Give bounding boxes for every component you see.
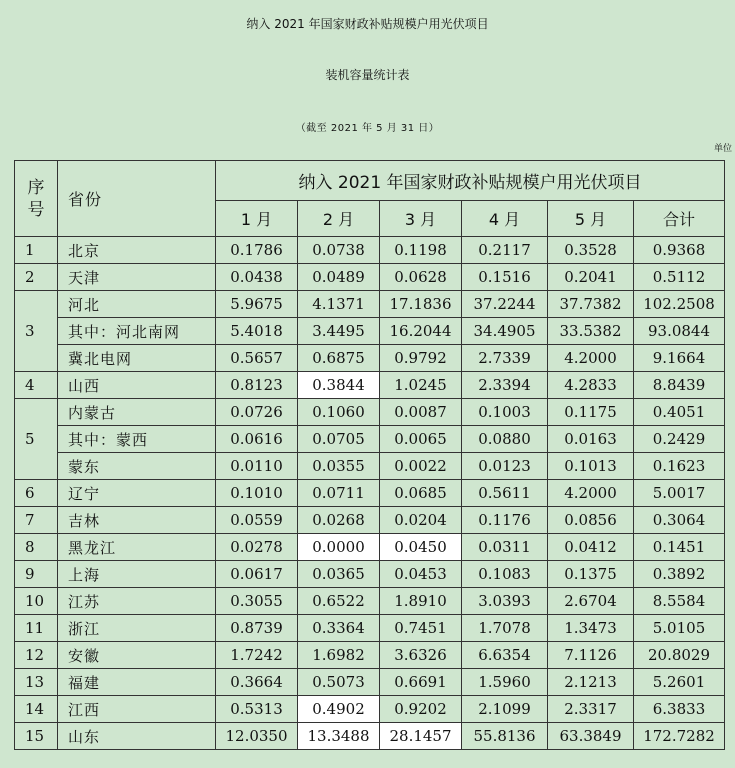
table-row [15,426,725,453]
month-value-cell: 0.0438 [216,264,298,291]
table-row [15,507,725,534]
table-row [15,237,725,264]
row-index: 3 [15,291,58,372]
month-value-cell: 2.1213 [548,669,634,696]
province-name: 江苏 [58,588,216,615]
header-province: 省份 [58,161,216,237]
month-value-cell: 33.5382 [548,318,634,345]
table-row [15,642,725,669]
province-name: 江西 [58,696,216,723]
month-value-cell: 0.0880 [462,426,548,453]
month-value-cell: 0.9792 [380,345,462,372]
province-name: 上海 [58,561,216,588]
total-cell: 20.8029 [634,642,725,669]
month-value-cell: 5.9675 [216,291,298,318]
month-value-cell: 0.1010 [216,480,298,507]
month-value-cell: 0.3844 [298,372,380,399]
month-value-cell: 0.0453 [380,561,462,588]
total-cell: 0.2429 [634,426,725,453]
month-value-cell: 0.0685 [380,480,462,507]
month-value-cell: 1.8910 [380,588,462,615]
total-cell: 8.8439 [634,372,725,399]
total-cell: 172.7282 [634,723,725,750]
header-group: 纳入 2021 年国家财政补贴规模户用光伏项目 [216,161,725,201]
row-index: 15 [15,723,58,750]
month-value-cell: 4.2000 [548,480,634,507]
table-row [15,480,725,507]
month-value-cell: 0.0856 [548,507,634,534]
header-total: 合计 [634,201,725,237]
month-value-cell: 2.6704 [548,588,634,615]
province-name: 浙江 [58,615,216,642]
header-index-text: 序号 [27,177,45,220]
table-row [15,399,725,426]
month-value-cell: 0.3364 [298,615,380,642]
month-value-cell: 0.0110 [216,453,298,480]
document-subtitle: 装机容量统计表 [325,68,410,82]
province-name: 辽宁 [58,480,216,507]
table-row [15,723,725,750]
month-value-cell: 0.0000 [298,534,380,561]
total-cell: 0.4051 [634,399,725,426]
month-value-cell: 0.1516 [462,264,548,291]
row-index: 5 [15,399,58,480]
month-value-cell: 0.0355 [298,453,380,480]
row-index: 7 [15,507,58,534]
total-cell: 0.3064 [634,507,725,534]
date-note: （截至 2021 年 5 月 31 日） [295,123,440,134]
province-name: 蒙东 [58,453,216,480]
month-value-cell: 2.7339 [462,345,548,372]
month-value-cell: 0.6691 [380,669,462,696]
total-cell: 8.5584 [634,588,725,615]
province-name: 黑龙江 [58,534,216,561]
table-row [15,291,725,318]
month-value-cell: 0.8739 [216,615,298,642]
month-value-cell: 37.2244 [462,291,548,318]
capacity-table [14,160,725,750]
total-cell: 5.0017 [634,480,725,507]
month-value-cell: 0.1060 [298,399,380,426]
month-value-cell: 0.0489 [298,264,380,291]
table-row [15,318,725,345]
total-cell: 0.3892 [634,561,725,588]
row-index: 6 [15,480,58,507]
total-cell: 93.0844 [634,318,725,345]
header-month-2: 2 月 [298,201,380,237]
month-value-cell: 2.3317 [548,696,634,723]
month-value-cell: 0.3055 [216,588,298,615]
month-value-cell: 0.4902 [298,696,380,723]
month-value-cell: 0.0268 [298,507,380,534]
month-value-cell: 13.3488 [298,723,380,750]
header-month-3: 3 月 [380,201,462,237]
month-value-cell: 0.3528 [548,237,634,264]
total-cell: 0.1623 [634,453,725,480]
month-value-cell: 1.5960 [462,669,548,696]
month-value-cell: 0.0559 [216,507,298,534]
row-index: 10 [15,588,58,615]
row-index: 4 [15,372,58,399]
table-row [15,453,725,480]
month-value-cell: 0.0450 [380,534,462,561]
month-value-cell: 0.1003 [462,399,548,426]
month-value-cell: 5.4018 [216,318,298,345]
province-name: 山西 [58,372,216,399]
month-value-cell: 0.5657 [216,345,298,372]
month-value-cell: 2.1099 [462,696,548,723]
province-name: 安徽 [58,642,216,669]
total-cell: 0.1451 [634,534,725,561]
month-value-cell: 0.1176 [462,507,548,534]
table-row [15,696,725,723]
month-value-cell: 0.2117 [462,237,548,264]
month-value-cell: 0.5313 [216,696,298,723]
month-value-cell: 37.7382 [548,291,634,318]
month-value-cell: 1.7242 [216,642,298,669]
month-value-cell: 0.1786 [216,237,298,264]
table-row [15,615,725,642]
month-value-cell: 0.0311 [462,534,548,561]
month-value-cell: 0.0204 [380,507,462,534]
province-name: 吉林 [58,507,216,534]
month-value-cell: 4.2000 [548,345,634,372]
month-value-cell: 0.1198 [380,237,462,264]
month-value-cell: 63.3849 [548,723,634,750]
table-row [15,669,725,696]
month-value-cell: 0.0628 [380,264,462,291]
month-value-cell: 0.0738 [298,237,380,264]
table-body [15,237,725,750]
province-name: 内蒙古 [58,399,216,426]
month-value-cell: 0.6875 [298,345,380,372]
month-value-cell: 0.0087 [380,399,462,426]
header-index [15,161,58,237]
month-value-cell: 0.8123 [216,372,298,399]
month-value-cell: 0.0705 [298,426,380,453]
month-value-cell: 1.6982 [298,642,380,669]
month-value-cell: 2.3394 [462,372,548,399]
total-cell: 9.1664 [634,345,725,372]
total-cell: 5.2601 [634,669,725,696]
month-value-cell: 0.0278 [216,534,298,561]
table-row [15,372,725,399]
month-value-cell: 0.0711 [298,480,380,507]
month-value-cell: 1.0245 [380,372,462,399]
month-value-cell: 0.6522 [298,588,380,615]
month-value-cell: 3.6326 [380,642,462,669]
table-row [15,534,725,561]
document-title: 纳入 2021 年国家财政补贴规模户用光伏项目 [246,17,489,31]
month-value-cell: 0.1013 [548,453,634,480]
table-row [15,264,725,291]
month-value-cell: 0.9202 [380,696,462,723]
month-value-cell: 17.1836 [380,291,462,318]
month-value-cell: 0.3664 [216,669,298,696]
month-value-cell: 0.0065 [380,426,462,453]
month-value-cell: 0.0616 [216,426,298,453]
month-value-cell: 0.1375 [548,561,634,588]
month-value-cell: 16.2044 [380,318,462,345]
row-index: 8 [15,534,58,561]
month-value-cell: 3.0393 [462,588,548,615]
month-value-cell: 1.3473 [548,615,634,642]
month-value-cell: 0.0412 [548,534,634,561]
month-value-cell: 0.5611 [462,480,548,507]
month-value-cell: 28.1457 [380,723,462,750]
month-value-cell: 0.5073 [298,669,380,696]
total-cell: 0.5112 [634,264,725,291]
row-index: 11 [15,615,58,642]
province-name: 河北 [58,291,216,318]
month-value-cell: 55.8136 [462,723,548,750]
month-value-cell: 0.7451 [380,615,462,642]
total-cell: 5.0105 [634,615,725,642]
table-row [15,561,725,588]
month-value-cell: 0.0726 [216,399,298,426]
month-value-cell: 0.1083 [462,561,548,588]
row-index: 1 [15,237,58,264]
month-value-cell: 1.7078 [462,615,548,642]
province-name: 其中：蒙西 [58,426,216,453]
province-name: 山东 [58,723,216,750]
row-index: 9 [15,561,58,588]
province-name: 天津 [58,264,216,291]
row-index: 2 [15,264,58,291]
table-row [15,588,725,615]
month-value-cell: 6.6354 [462,642,548,669]
month-value-cell: 0.0123 [462,453,548,480]
header-month-1: 1 月 [216,201,298,237]
month-value-cell: 0.0617 [216,561,298,588]
total-cell: 0.9368 [634,237,725,264]
header-month-4: 4 月 [462,201,548,237]
month-value-cell: 34.4905 [462,318,548,345]
province-name: 福建 [58,669,216,696]
month-value-cell: 0.0365 [298,561,380,588]
province-name: 其中：河北南网 [58,318,216,345]
row-index: 12 [15,642,58,669]
province-name: 北京 [58,237,216,264]
total-cell: 6.3833 [634,696,725,723]
month-value-cell: 0.2041 [548,264,634,291]
unit-note: 单位 [714,144,733,154]
total-cell: 102.2508 [634,291,725,318]
month-value-cell: 0.0163 [548,426,634,453]
month-value-cell: 0.1175 [548,399,634,426]
month-value-cell: 4.2833 [548,372,634,399]
month-value-cell: 4.1371 [298,291,380,318]
table-row [15,345,725,372]
month-value-cell: 3.4495 [298,318,380,345]
header-month-5: 5 月 [548,201,634,237]
row-index: 14 [15,696,58,723]
month-value-cell: 12.0350 [216,723,298,750]
province-name: 冀北电网 [58,345,216,372]
month-value-cell: 7.1126 [548,642,634,669]
row-index: 13 [15,669,58,696]
month-value-cell: 0.0022 [380,453,462,480]
